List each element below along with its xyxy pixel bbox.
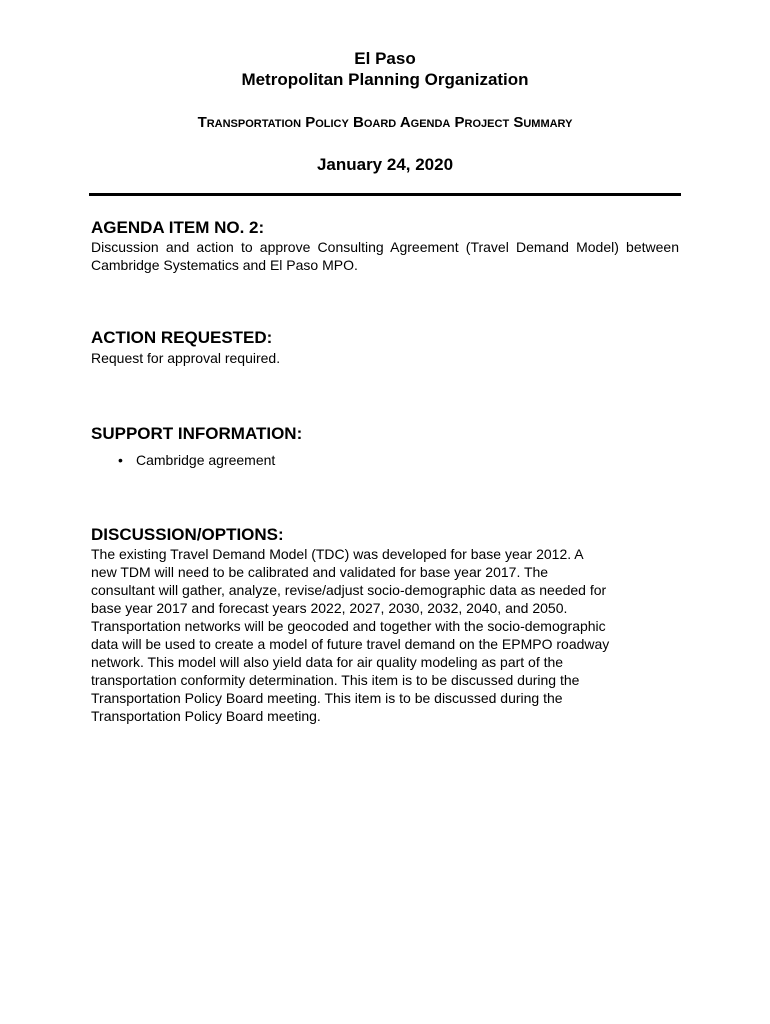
- list-item: [118, 451, 275, 469]
- discussion-heading: DISCUSSION/OPTIONS:: [91, 525, 284, 544]
- document-subtitle: Transportation Policy Board Agenda Project Summary: [197, 114, 573, 131]
- support-information-heading: SUPPORT INFORMATION:: [91, 424, 303, 443]
- support-information-list: [118, 451, 275, 469]
- action-requested-heading: ACTION REQUESTED:: [91, 328, 273, 347]
- org-name-line-2: Metropolitan Planning Organization: [241, 70, 529, 89]
- discussion-text: The existing Travel Demand Model (TDC) was developed for base year 2012. A new TDM will need to be calibrated and validated for base year 2017. The consultant will gather, analyze, revise/adjust socio-demographic data as needed for base year 2017 and forecast years 2022, 2027, 2030, 2032, 2040, and 2050. Transportation networks will be geocoded and together with the socio-demographic data will be used to create a model of future travel demand on the EPMPO roadway network. This model will also yield data for air quality modeling as part of the transportation conformity determination. This item is to be discussed during the Transportation Policy Board meeting. This item is to be discussed during the Transportation Policy Board meeting.: [91, 546, 610, 724]
- org-name-line-1: El Paso: [354, 49, 416, 68]
- agenda-item-text: Discussion and action to approve Consulting Agreement (Travel Demand Model) between Cambridge Systematics and El Paso MPO.: [91, 239, 679, 273]
- action-requested-text: Request for approval required.: [91, 350, 281, 366]
- bullet-icon: •: [118, 452, 123, 468]
- agenda-item-heading: AGENDA ITEM NO. 2:: [91, 218, 265, 237]
- header-divider: [89, 193, 681, 196]
- meeting-date: January 24, 2020: [316, 155, 454, 174]
- support-item-label: Cambridge agreement: [136, 452, 276, 468]
